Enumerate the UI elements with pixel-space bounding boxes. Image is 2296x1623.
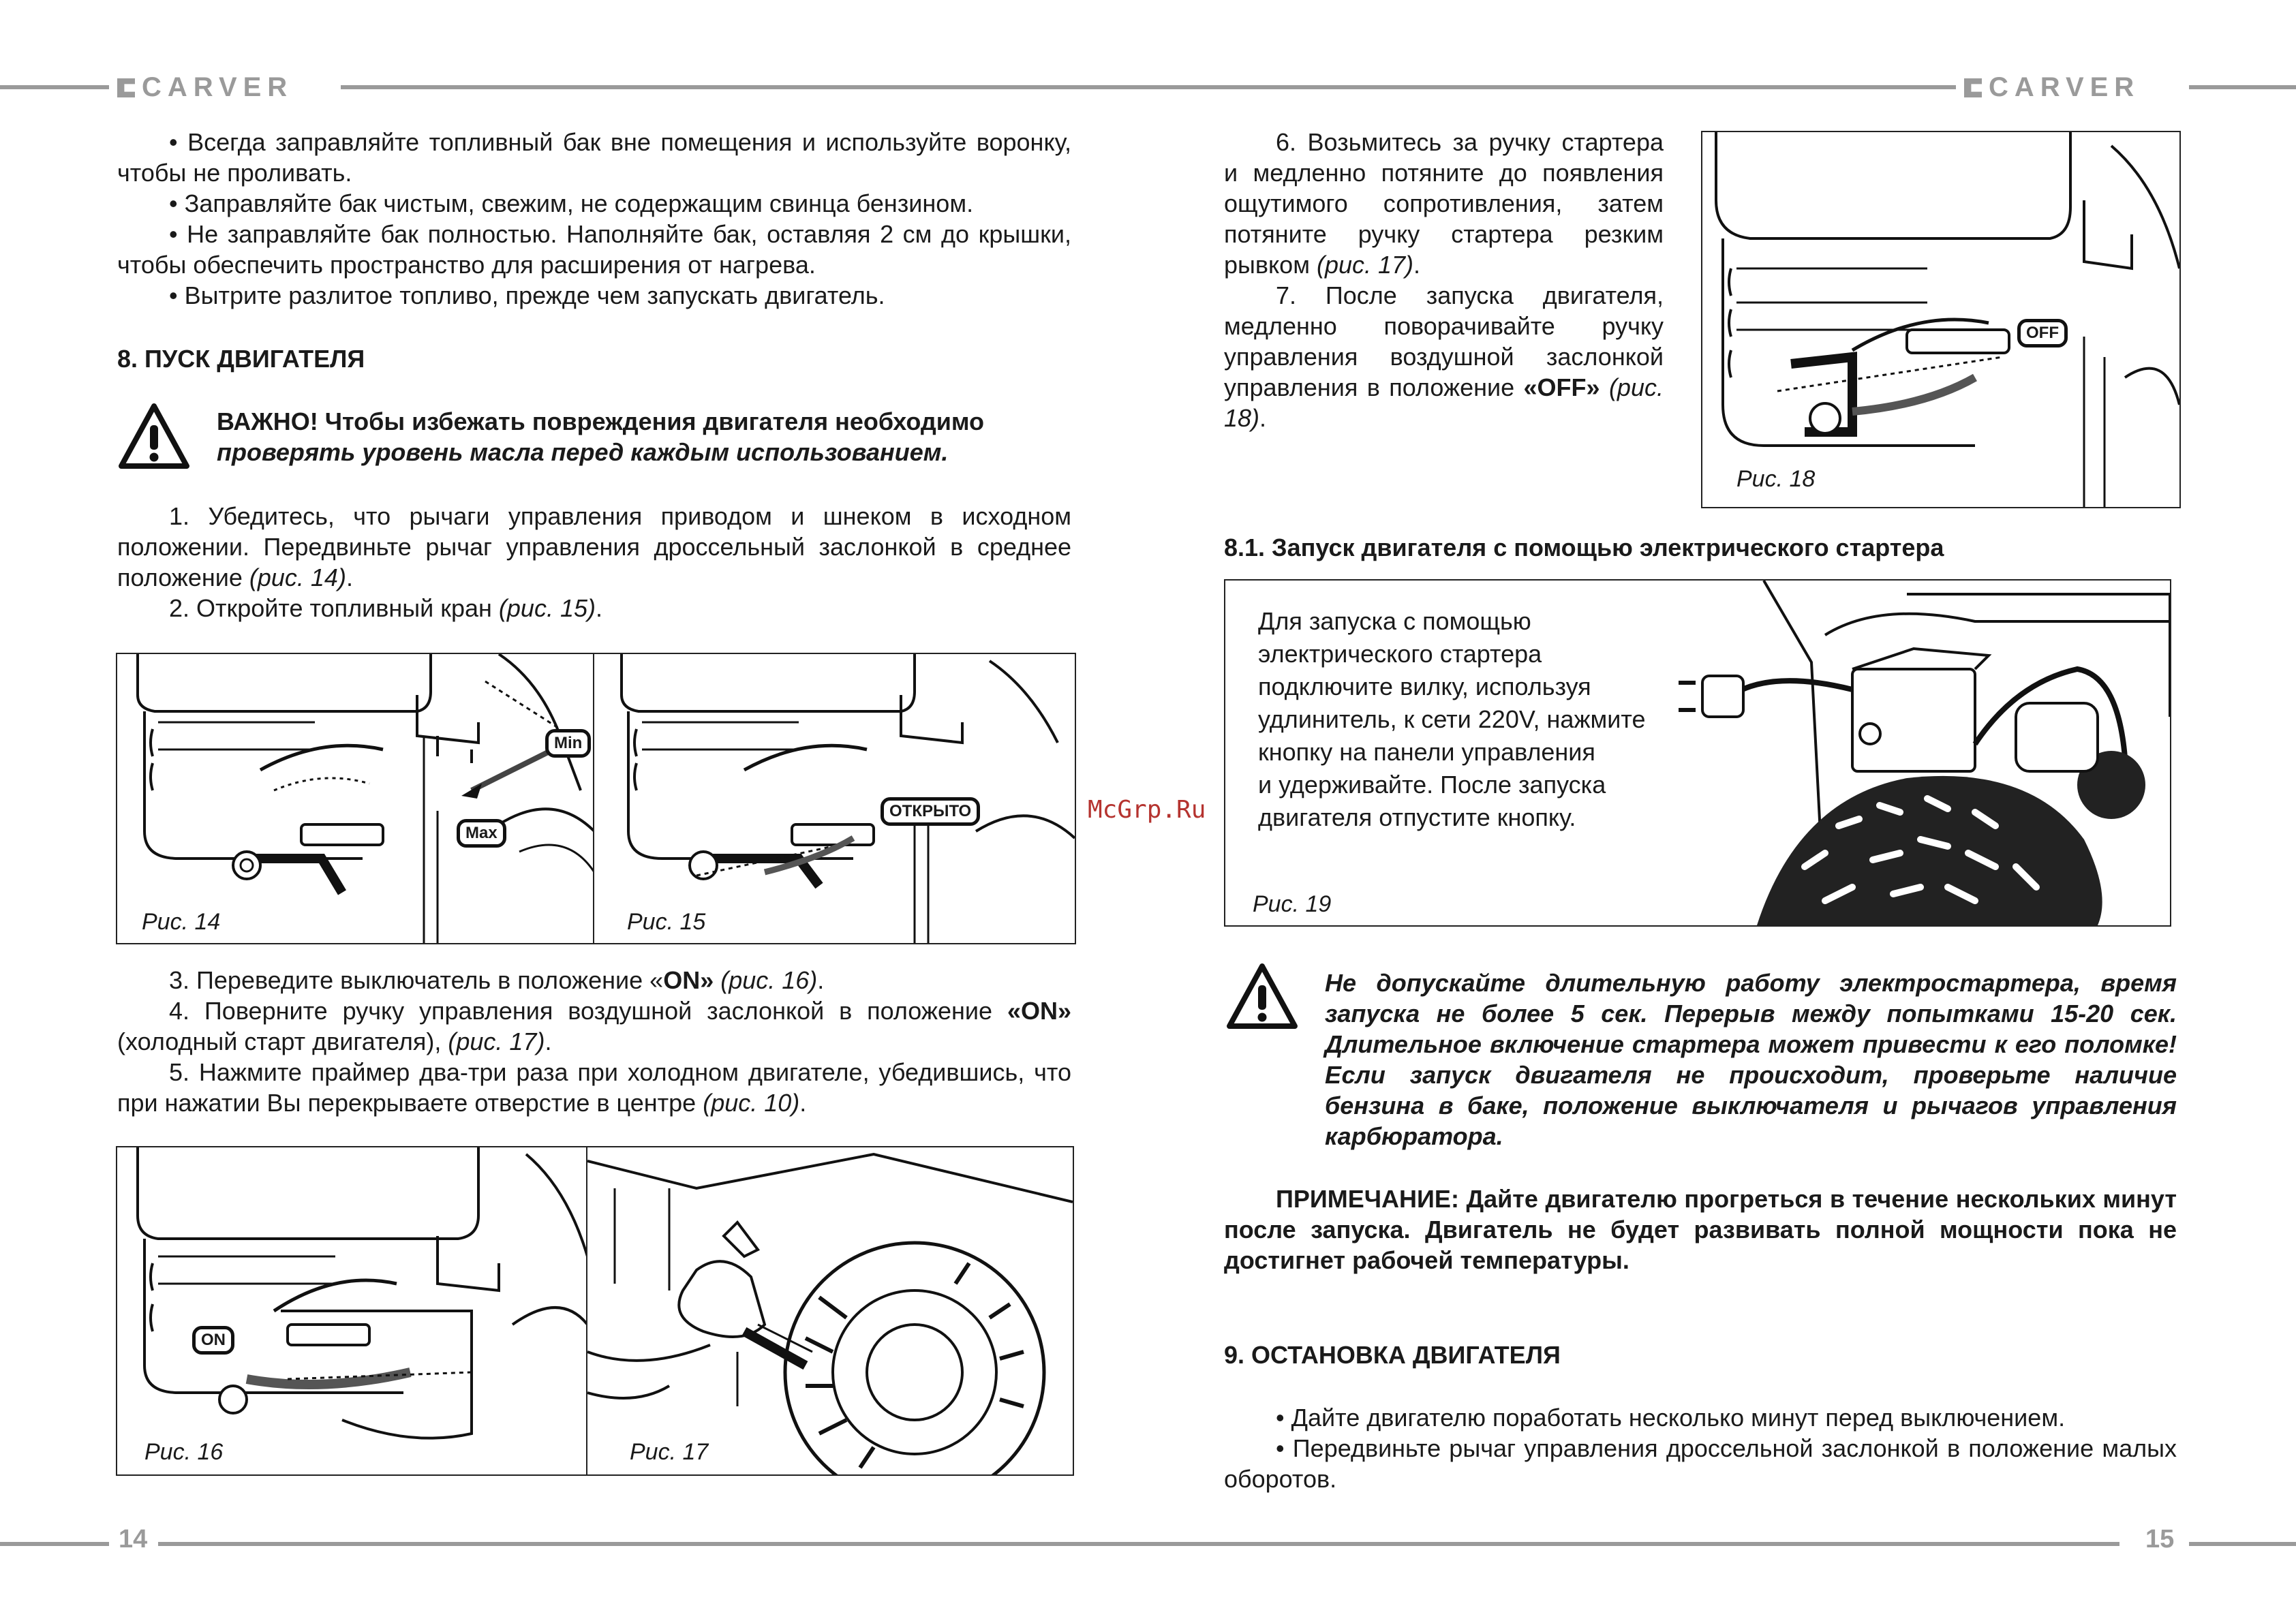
section-title: 8.1. Запуск двигателя с помощью электрического стартера [1224, 534, 1944, 561]
footer-rule-middle [158, 1542, 2119, 1546]
stop-bullets [1224, 1402, 2177, 1494]
bullet-item: • Дайте двигателю поработать несколько минут перед выключением. [1276, 1404, 2066, 1432]
page-number-right: 15 [2145, 1525, 2175, 1554]
open-label: ОТКРЫТО [881, 797, 980, 826]
warning-oil-check [217, 406, 1075, 467]
step-1: 1. Убедитесь, что рычаги управления приводом и шнеком в исходном положении. Передвиньте рычаг управления дроссельный заслонкой в среднее положение (рис. 14). [117, 502, 1071, 591]
watermark: McGrp.Ru [1088, 796, 1206, 824]
header-rule-left [0, 85, 109, 89]
figure-caption: Рис. 18 [1736, 466, 1816, 492]
instruction-line: подключите вилку, используя [1258, 673, 1591, 700]
section-8-1-heading [1224, 532, 2178, 563]
steps-6-7 [1224, 127, 1664, 433]
warning-triangle-icon [1224, 961, 1300, 1032]
bullet-item: • Всегда заправляйте топливный бак вне помещения и используйте воронку, чтобы не проливать. [117, 128, 1071, 187]
engine-switch-on-illustration [117, 1147, 587, 1474]
figure-caption: Рис. 14 [142, 909, 221, 935]
instruction-line: электрического стартера [1258, 640, 1542, 668]
warning-triangle-icon [116, 401, 192, 472]
section-title: 9. ОСТАНОВКА ДВИГАТЕЛЯ [1224, 1341, 1561, 1369]
step-5: 5. Нажмите праймер два-три раза при холодном двигателе, убедившись, что при нажатии Вы перекрываете отверстие в центре (рис. 10). [117, 1058, 1071, 1117]
engine-throttle-illustration [117, 654, 594, 943]
min-label: Min [545, 729, 591, 758]
figure-caption: Рис. 16 [144, 1439, 224, 1465]
footer-rule-right [2189, 1542, 2296, 1546]
steps-3-5 [117, 965, 1071, 1118]
header-rule-right [2189, 85, 2296, 89]
instruction-line: двигателя отпустите кнопку. [1258, 803, 1576, 831]
header-rule-middle [341, 85, 1956, 89]
warning-line-1: ВАЖНО! Чтобы избежать повреждения двигателя необходимо [217, 407, 985, 435]
instruction-line: Для запуска с помощью [1258, 607, 1531, 635]
steps-1-2 [117, 501, 1071, 623]
off-label: OFF [2017, 319, 2068, 347]
figure-caption: Рис. 15 [627, 909, 706, 935]
recoil-starter-illustration [587, 1147, 1073, 1474]
brand-logo-right: CARVER [1964, 74, 2140, 101]
bullet-item: • Вытрите разлитое топливо, прежде чем запускать двигатель. [169, 281, 885, 309]
figure-15 [593, 653, 1076, 944]
step-6: 6. Возьмитесь за ручку стартера и медленно потяните до появления ощутимого сопротивления, затем потяните ручку стартера резким рывком (рис. 17). [1224, 128, 1664, 279]
note-block [1224, 1184, 2177, 1276]
figure-17 [586, 1146, 1074, 1476]
on-label: ON [192, 1326, 234, 1355]
electric-start-instructions [1258, 605, 1694, 834]
warning-text: Не допускайте длительную работу электростартера, время запуска не более 5 сек. Перерыв между попытками 15-20 сек. Длительное включение стартера может привести к его поломке! Если запуск двигателя не происходит, проверьте наличие бензина в баке, положение выключателя и рычагов управления карбюратора. [1325, 969, 2177, 1150]
figure-16 [116, 1146, 589, 1476]
step-4: 4. Поверните ручку управления воздушной заслонкой в положение «ON» (холодный старт двигателя), (рис. 17). [117, 997, 1071, 1055]
brand-logo-left: CARVER [117, 74, 293, 101]
engine-fuel-valve-illustration [594, 654, 1075, 943]
page-number-left: 14 [119, 1525, 148, 1554]
bullet-item: • Не заправляйте бак полностью. Наполняйте бак, оставляя 2 см до крышки, чтобы обеспечить пространство для расширения от нагрева. [117, 220, 1071, 279]
instruction-line: удлинитель, к сети 220V, нажмите [1258, 705, 1646, 733]
figure-caption: Рис. 19 [1253, 891, 1332, 917]
section-title: 8. ПУСК ДВИГАТЕЛЯ [117, 345, 365, 373]
left-intro-bullets [117, 127, 1071, 311]
max-label: Max [457, 819, 506, 848]
carver-mark-icon [1964, 78, 1982, 97]
bullet-item: • Заправляйте бак чистым, свежим, не содержащим свинца бензином. [169, 189, 974, 217]
figure-caption: Рис. 17 [630, 1439, 709, 1465]
figure-14 [116, 653, 596, 944]
carver-mark-icon [117, 78, 135, 97]
section-8-heading [117, 343, 1071, 374]
instruction-line: кнопку на панели управления [1258, 738, 1595, 766]
step-7: 7. После запуска двигателя, медленно поворачивайте ручку управления воздушной заслонкой управления в положение «OFF» (рис. 18). [1224, 281, 1664, 432]
footer-rule-left [0, 1542, 109, 1546]
figure-18 [1701, 131, 2181, 508]
section-9-heading [1224, 1340, 2178, 1370]
step-3: 3. Переведите выключатель в положение «ON» (рис. 16). [169, 966, 825, 994]
instruction-line: и удерживайте. После запуска [1258, 771, 1606, 799]
bullet-item: • Передвиньте рычаг управления дроссельной заслонкой в положение малых оборотов. [1224, 1434, 2177, 1493]
engine-choke-off-illustration [1702, 132, 2179, 507]
figure-19 [1224, 579, 2171, 927]
starter-warning [1325, 968, 2177, 1151]
step-2: 2. Откройте топливный кран (рис. 15). [169, 594, 603, 622]
warning-line-2: проверять уровень масла перед каждым использованием. [217, 438, 949, 466]
note-text: ПРИМЕЧАНИЕ: Дайте двигателю прогреться в течение нескольких минут после запуска. Двигатель не будет развивать полной мощности пока не достигнет рабочей температуры. [1224, 1185, 2177, 1274]
